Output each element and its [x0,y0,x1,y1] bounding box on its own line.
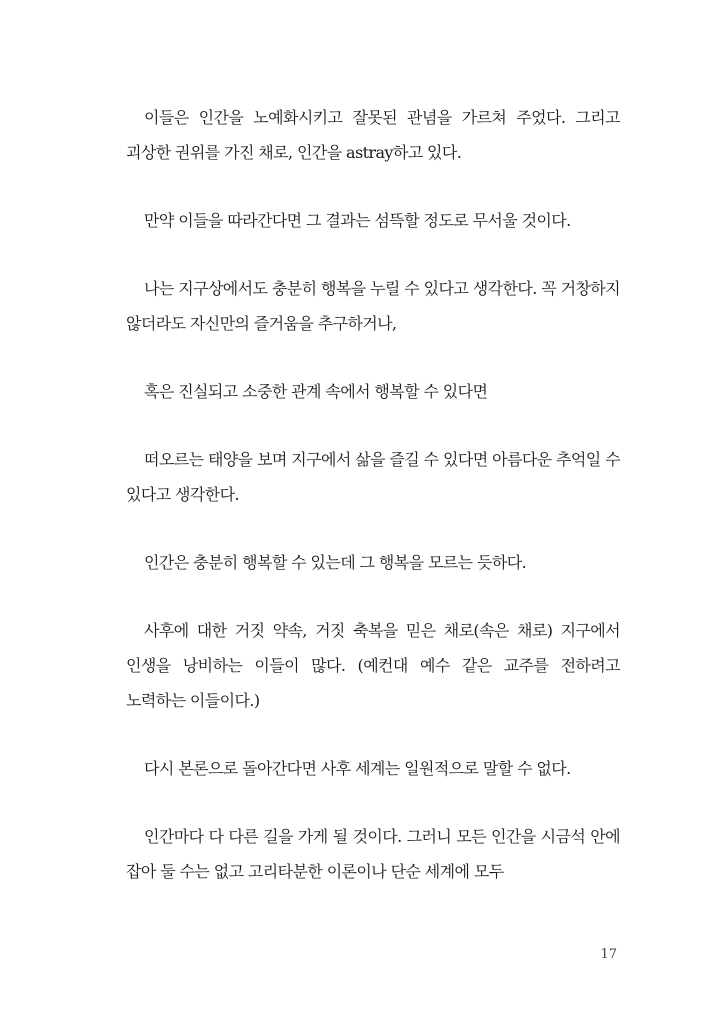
paragraph-6: 인간은 충분히 행복할 수 있는데 그 행복을 모르는 듯하다. [144,553,527,572]
paragraph-4: 혹은 진실되고 소중한 관계 속에서 행복할 수 있다면 [144,382,488,401]
paragraph-7: 사후에 대한 거짓 약속, 거짓 축복을 믿은 채로(속은 채로) 지구에서 인생을 낭비하는 이들이 많다. (예컨대 예수 같은 교주를 전하려고 노력하는 이들이다.) [126,621,620,710]
paragraph-3: 나는 지구상에서도 충분히 행복을 누릴 수 있다고 생각한다. 꼭 거창하지 않더라도 자신만의 즐거움을 추구하거나, [126,279,620,333]
paragraph-1: 이들은 인간을 노예화시키고 잘못된 관념을 가르쳐 주었다. 그리고 괴상한 권위를 가진 채로, 인간을 astray하고 있다. [126,108,620,162]
paragraph-9: 인간마다 다 다른 길을 가게 될 것이다. 그러니 모든 인간을 시금석 안에 잡아 둘 수는 없고 고리타분한 이론이나 단순 세계에 모두 [126,827,620,881]
paragraph-8: 다시 본론으로 돌아간다면 사후 세계는 일원적으로 말할 수 없다. [144,759,571,778]
paragraph-2: 만약 이들을 따라간다면 그 결과는 섬뜩할 정도로 무서울 것이다. [144,211,571,230]
page-number: 17 [600,947,617,962]
page-body [126,100,620,922]
paragraph-5: 떠오르는 태양을 보며 지구에서 삶을 즐길 수 있다면 아름다운 추억일 수 있다고 생각한다. [126,450,620,504]
